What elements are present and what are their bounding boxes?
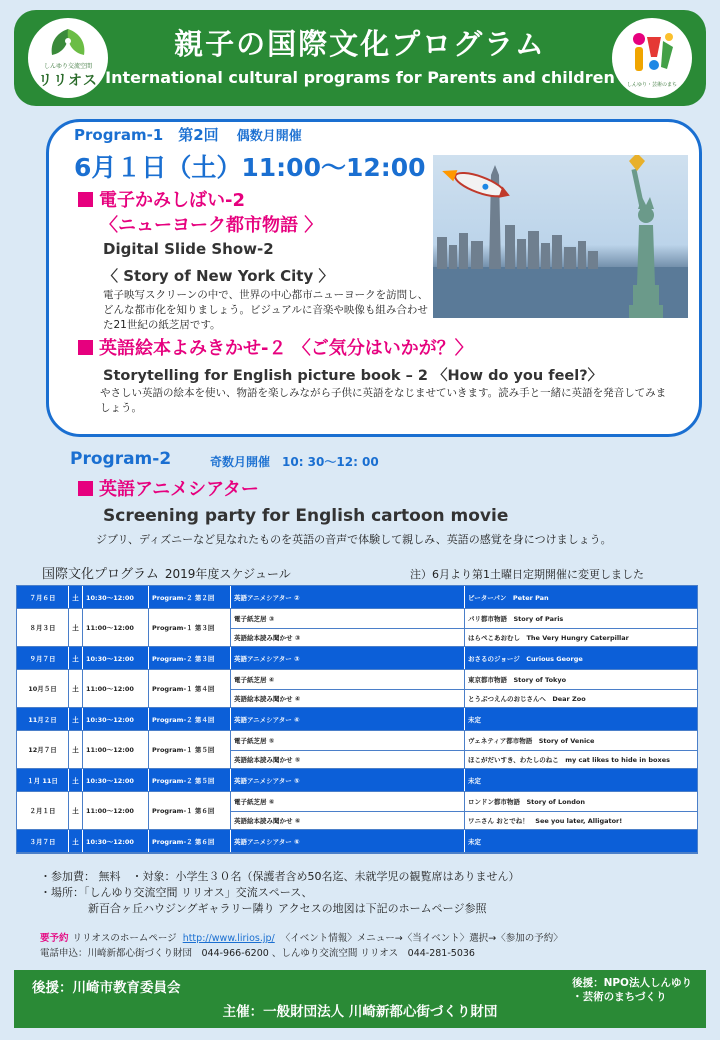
row-program: Program-２ 第４回 — [149, 708, 231, 730]
info-place-detail: 新百合ヶ丘ハウジングギャラリー隣り アクセスの地図は下記のホームページ参照 — [88, 902, 487, 915]
program2-schedule: 奇数月開催 10: 30～12: 00 — [210, 455, 379, 469]
row-content: 未定 — [468, 715, 481, 724]
row-title-2: 英語絵本読み聞かせ ⑤ — [231, 751, 465, 769]
row-title: 英語アニメシアター ③ — [231, 647, 465, 669]
program1-label: Program-1 第2回 偶数月開催 — [74, 126, 302, 144]
item2-description: やさしい英語の絵本を使い、物語を楽しみながら子供に英語をなじませていきます。読み手と一緒に英語を発音してみましょう。 — [100, 387, 667, 414]
sponsor-education-board: 後援：川崎市教育委員会 — [32, 980, 181, 996]
info-place: ・場所：「しんゆり交流空間 リリオス」交流スペース、 — [40, 886, 313, 899]
row-time: 10:30～12:00 — [83, 708, 149, 730]
row-content: ヴェネティア都市物語 Story of Venice — [468, 736, 595, 745]
row-title: 英語アニメシアター ⑤ — [231, 769, 465, 791]
info-fee-target: ・参加費： 無料 ・対象：小学生３０名（保護者含め50名迄、未就学児の観覧席はありません） — [40, 870, 520, 883]
row-time: 10:30～12:00 — [83, 830, 149, 852]
reservation-phone: 電話申込：川崎新都心街づくり財団 044-966-6200 、しんゆり交流空間 リリオス 044-281-5036 — [40, 948, 475, 959]
event-info — [40, 869, 520, 917]
row-content-2: ほこがだいすき、わたしのねこ my cat likes to hide in boxes — [468, 755, 670, 764]
row-program: Program-２ 第５回 — [149, 769, 231, 791]
program1-date: 6月１日（土）11:00～12:00 — [74, 153, 426, 182]
row-content-2: ワニさん おとでね！ See you later, Alligator! — [468, 816, 623, 825]
row-weekday: 土 — [69, 731, 83, 768]
row-content: ロンドン都市物語 Story of London — [468, 797, 585, 806]
art-town-logo — [612, 18, 692, 98]
row-title: 電子紙芝居 ③ — [231, 609, 465, 628]
table-row — [17, 609, 697, 647]
table-row — [17, 792, 697, 830]
art-town-icon — [627, 29, 677, 77]
row-upper — [231, 731, 697, 750]
row-program: Program-２ 第３回 — [149, 647, 231, 669]
row-date: ９月７日 — [17, 647, 69, 669]
row-content: パリ都市物語 Story of Paris — [468, 614, 564, 623]
row-time: 11:00～12:00 — [83, 609, 149, 646]
table-row — [17, 708, 697, 731]
row-upper — [231, 792, 697, 811]
program2-title: 英語アニメシアター — [78, 475, 259, 501]
row-upper — [231, 670, 697, 689]
row-content: おさるのジョージ Curious George — [468, 654, 583, 663]
row-lower — [231, 689, 697, 708]
row-weekday: 土 — [69, 830, 83, 852]
row-lower — [231, 750, 697, 769]
row-lower — [231, 628, 697, 647]
row-date: 11月２日 — [17, 708, 69, 730]
row-weekday: 土 — [69, 769, 83, 791]
reservation-steps: 〈イベント情報〉メニュー→〈当イベント〉選択→〈参加の予約〉 — [280, 933, 563, 944]
logo-left-caption: しんゆり交流空間 — [43, 62, 92, 70]
row-time: 10:30～12:00 — [83, 647, 149, 669]
schedule-table — [16, 585, 698, 854]
reservation-info — [40, 931, 563, 961]
organizer: 主催：一般財団法人 川崎新都心街づくり財団 — [222, 1004, 498, 1020]
row-weekday: 土 — [69, 609, 83, 646]
header-banner — [14, 10, 706, 106]
row-time: 11:00～12:00 — [83, 670, 149, 707]
row-weekday: 土 — [69, 792, 83, 829]
schedule-note: 注）6月より第1土曜日定期開催に変更しました — [410, 568, 644, 581]
row-content: 未定 — [468, 837, 481, 846]
reservation-label: 要予約 — [40, 933, 69, 944]
row-time: 10:30～12:00 — [83, 769, 149, 791]
item1-title: 電子かみしばい-2 — [78, 186, 245, 212]
row-time: 11:00～12:00 — [83, 792, 149, 829]
item1-description: 電子映写スクリーンの中で、世界の中心都市ニューヨークを訪問し、どんな都市化を知りましょう。ビジュアルに音楽や映像も組み合わせた21世紀の紙芝居です。 — [103, 289, 429, 331]
row-upper — [231, 609, 697, 628]
row-title: 電子紙芝居 ④ — [231, 670, 465, 689]
sponsor-npo: 後援：NPO法人しんゆり ・芸術のまちづくり — [572, 977, 692, 1003]
statue-of-liberty-icon — [433, 155, 688, 318]
new-york-photo — [433, 155, 688, 318]
row-weekday: 土 — [69, 670, 83, 707]
row-title-2: 英語絵本読み聞かせ ⑥ — [231, 812, 465, 830]
table-row — [17, 769, 697, 792]
item1-english-title: Digital Slide Show-2 — [103, 240, 274, 258]
table-row — [17, 731, 697, 769]
page-subtitle: International cultural programs for Parents and children — [105, 68, 615, 87]
footer-banner — [14, 970, 706, 1028]
row-program: Program-１ 第４回 — [149, 670, 231, 707]
page-title: 親子の国際文化プログラム — [174, 27, 546, 61]
item2-english-title: Storytelling for English picture book – 2 〈How do you feel?〉 — [103, 368, 603, 384]
program2-description: ジブリ、ディズニーなど見なれたものを英語の音声で体験して親しみ、英語の感覚を身につけましょう。 — [96, 533, 612, 546]
program2-english-title: Screening party for English cartoon movie — [103, 506, 509, 526]
row-date: ７月６日 — [17, 586, 69, 608]
table-row — [17, 830, 697, 853]
square-bullet-icon — [78, 340, 93, 355]
row-time: 11:00～12:00 — [83, 731, 149, 768]
row-program: Program-１ 第３回 — [149, 609, 231, 646]
item2-title: 英語絵本よみきかせ-２ 〈ご気分はいかが？〉 — [78, 334, 473, 360]
homepage-link[interactable]: http://www.lirios.jp/ — [182, 933, 275, 944]
row-date: 12月７日 — [17, 731, 69, 768]
square-bullet-icon — [78, 481, 93, 496]
item1-english-subtitle: 〈 Story of New York City 〉 — [103, 267, 334, 285]
row-title-2: 英語絵本読み聞かせ ④ — [231, 690, 465, 708]
row-date: １月 11日 — [17, 769, 69, 791]
row-program: Program-１ 第５回 — [149, 731, 231, 768]
row-date: 10月５日 — [17, 670, 69, 707]
row-weekday: 土 — [69, 708, 83, 730]
row-program: Program-１ 第６回 — [149, 792, 231, 829]
logo-left-name: リリオス — [38, 72, 98, 89]
row-title: 英語アニメシアター ⑥ — [231, 830, 465, 852]
program2-label: Program-2 — [70, 449, 172, 469]
row-content: 東京都市物語 Story of Tokyo — [468, 675, 567, 684]
square-bullet-icon — [78, 192, 93, 207]
row-title-2: 英語絵本読み聞かせ ③ — [231, 629, 465, 647]
row-content-2: はらぺこあおむし The Very Hungry Caterpillar — [468, 633, 629, 642]
row-program: Program-２ 第６回 — [149, 830, 231, 852]
table-row — [17, 586, 697, 609]
row-title: 電子紙芝居 ⑥ — [231, 792, 465, 811]
table-row — [17, 647, 697, 670]
row-program: Program-２ 第２回 — [149, 586, 231, 608]
program1-schedule: 偶数月開催 — [236, 129, 302, 144]
row-title: 英語アニメシアター ② — [231, 586, 465, 608]
reservation-text: リリオスのホームページ — [72, 933, 177, 944]
row-date: ３月７日 — [17, 830, 69, 852]
row-weekday: 土 — [69, 586, 83, 608]
schedule-title: 国際文化プログラム 2019年度スケジュール — [42, 567, 291, 582]
row-date: ２月１日 — [17, 792, 69, 829]
row-title: 英語アニメシアター ④ — [231, 708, 465, 730]
row-content: ピーターパン Peter Pan — [468, 593, 549, 602]
row-time: 10:30～12:00 — [83, 586, 149, 608]
row-title: 電子紙芝居 ⑤ — [231, 731, 465, 750]
row-lower — [231, 811, 697, 830]
logo-right-caption: しんゆり・芸術のまち — [626, 81, 677, 88]
table-row — [17, 670, 697, 708]
row-content: 未定 — [468, 776, 481, 785]
row-content-2: とうぶつえんのおじさんへ Dear Zoo — [468, 694, 586, 703]
row-weekday: 土 — [69, 647, 83, 669]
item1-subtitle: 〈ニューヨーク都市物語 〉 — [100, 215, 323, 236]
row-date: ８月３日 — [17, 609, 69, 646]
